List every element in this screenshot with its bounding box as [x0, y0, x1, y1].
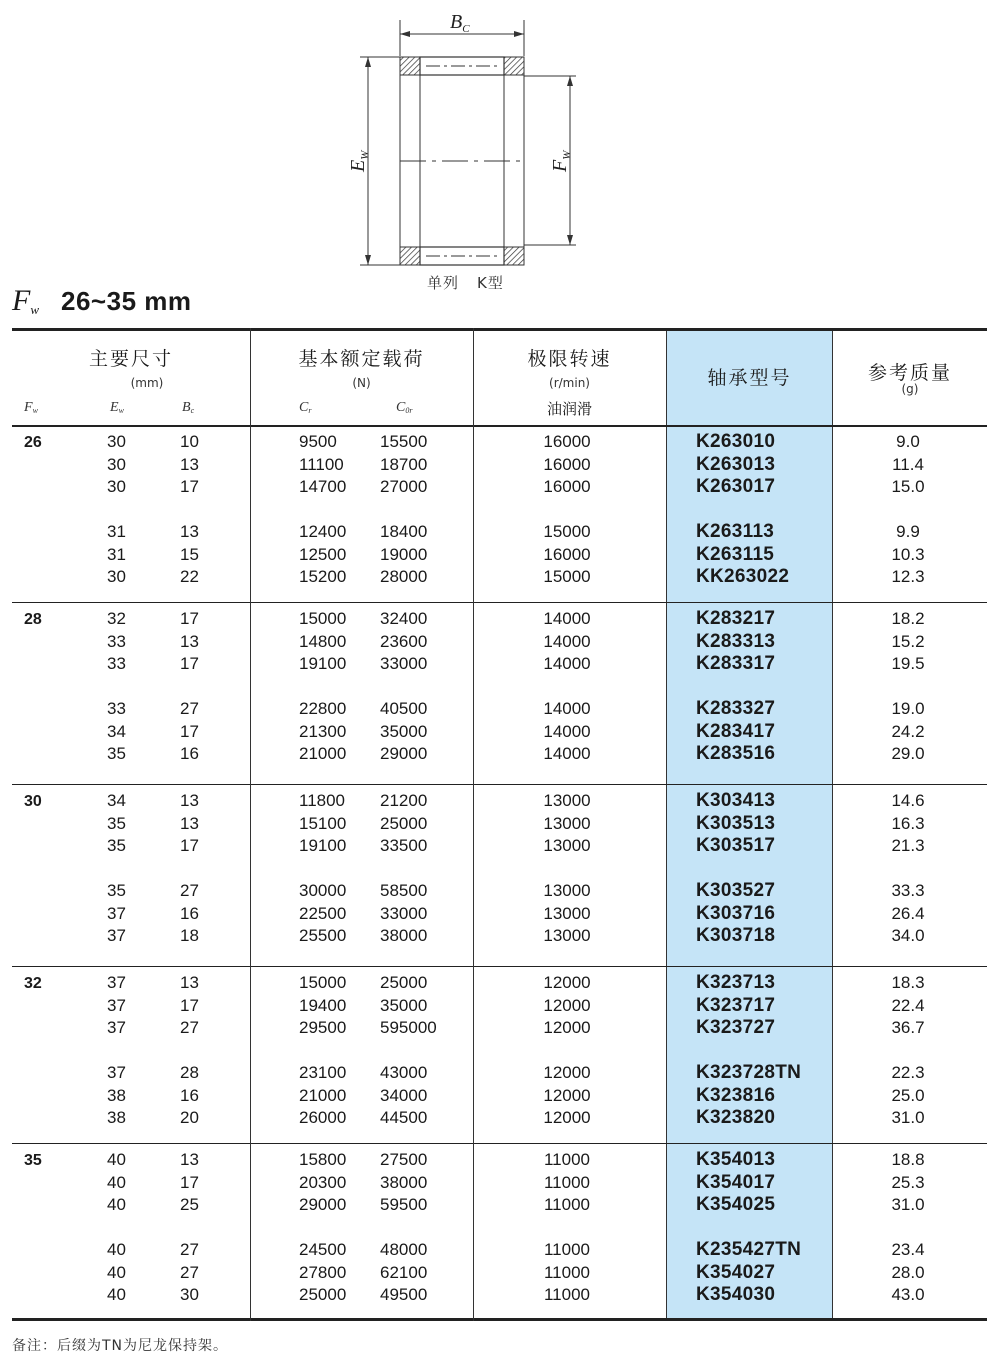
- bc-cell: 13: [180, 1150, 199, 1169]
- fw-value: 28: [24, 611, 42, 628]
- speed-cell: 13000: [543, 836, 591, 855]
- ew-cell: 30: [107, 477, 126, 496]
- header-weight: 参考质量: [867, 362, 952, 384]
- table-row: [12, 1149, 987, 1172]
- table-row: [12, 521, 987, 544]
- table-row: [12, 1107, 987, 1130]
- sym-bc: $B_c$: [182, 400, 195, 415]
- table-row: [12, 1172, 987, 1195]
- cr-cell: 25000: [299, 1285, 347, 1304]
- model-cell: K263115: [696, 543, 775, 565]
- cr-cell: 15000: [299, 973, 347, 992]
- range-symbol: $F_w$: [12, 284, 39, 317]
- bc-cell: 17: [180, 477, 199, 496]
- model-cell: K303718: [696, 925, 776, 946]
- header-bottom-rule: [12, 425, 987, 427]
- cr-cell: 27800: [299, 1262, 347, 1282]
- cr-cell: 12400: [299, 522, 347, 541]
- table-row: [12, 544, 987, 567]
- model-cell: K303513: [696, 812, 776, 834]
- bc-cell: 30: [180, 1285, 199, 1304]
- cr-cell: 29500: [299, 1018, 347, 1037]
- cr-cell: 12500: [299, 544, 347, 564]
- bc-cell: 28: [180, 1063, 199, 1082]
- c0r-cell: 48000: [380, 1240, 428, 1259]
- ew-cell: 31: [107, 544, 126, 564]
- table-row: [12, 1284, 987, 1307]
- c0r-cell: 32400: [380, 609, 428, 628]
- model-cell: K283317: [696, 653, 776, 674]
- sym-ew: $E_w$: [110, 400, 124, 415]
- ew-cell: 40: [107, 1172, 126, 1192]
- table-bottom-rule: [12, 1318, 987, 1321]
- table-row: [12, 925, 987, 948]
- model-cell: K323727: [696, 1017, 776, 1038]
- bc-cell: 27: [180, 1018, 199, 1037]
- ew-cell: 35: [107, 744, 126, 763]
- bc-cell: 27: [180, 1240, 199, 1259]
- ew-cell: 35: [107, 836, 126, 855]
- c0r-cell: 59500: [380, 1195, 428, 1214]
- cr-cell: 11100: [299, 454, 344, 474]
- cr-cell: 21300: [299, 721, 347, 741]
- speed-cell: 16000: [543, 432, 591, 451]
- c0r-cell: 49500: [380, 1285, 428, 1304]
- weight-cell: 43.0: [891, 1285, 925, 1304]
- speed-cell: 11000: [543, 1172, 590, 1192]
- c0r-cell: 33500: [380, 836, 428, 855]
- table-row: [12, 698, 987, 721]
- ew-cell: 35: [107, 881, 126, 900]
- ew-cell: 34: [107, 721, 126, 741]
- speed-cell: 12000: [543, 1108, 591, 1127]
- c0r-cell: 27500: [380, 1150, 428, 1169]
- bc-cell: 16: [180, 1085, 199, 1105]
- c0r-cell: 34000: [380, 1085, 428, 1105]
- c0r-cell: 595000: [380, 1018, 437, 1037]
- fw-value: 35: [24, 1152, 42, 1169]
- speed-cell: 11000: [543, 1285, 590, 1304]
- cr-cell: 21000: [299, 744, 347, 763]
- weight-cell: 33.3: [891, 881, 925, 900]
- table-row: [12, 631, 987, 654]
- table-row: [12, 1239, 987, 1262]
- speed-cell: 11000: [543, 1195, 590, 1214]
- c0r-cell: 29000: [380, 744, 428, 763]
- c0r-cell: 25000: [380, 973, 428, 992]
- drawing-caption: 单列 K型: [427, 274, 504, 292]
- speed-cell: 14000: [543, 609, 591, 628]
- cr-cell: 29000: [299, 1195, 347, 1214]
- model-cell: KK263022: [696, 566, 790, 587]
- speed-cell: 14000: [543, 699, 591, 718]
- model-cell: K263113: [696, 521, 775, 542]
- fw-value: 26: [24, 434, 42, 451]
- table-row: [12, 721, 987, 744]
- cr-cell: 24500: [299, 1240, 347, 1259]
- group-divider: [12, 602, 987, 603]
- ew-cell: 37: [107, 1018, 126, 1037]
- bc-cell: 27: [180, 699, 199, 718]
- table-row: [12, 431, 987, 454]
- ew-cell: 37: [107, 973, 126, 992]
- header-weight-unit: (g): [901, 382, 919, 396]
- ew-label: $E_W$: [347, 150, 371, 172]
- speed-cell: 12000: [543, 1063, 591, 1082]
- table-row: [12, 454, 987, 477]
- model-cell: K283417: [696, 720, 776, 742]
- speed-cell: 13000: [543, 903, 591, 923]
- table-row: [12, 880, 987, 903]
- model-cell: K354027: [696, 1261, 776, 1283]
- table-top-rule: [12, 328, 987, 331]
- bc-cell: 16: [180, 744, 199, 763]
- bc-cell: 22: [180, 567, 199, 586]
- sym-fw: $F_w$: [24, 400, 38, 415]
- model-cell: K354025: [696, 1194, 776, 1215]
- model-cell: K263017: [696, 476, 776, 497]
- bearing-spec-table: [12, 328, 987, 1321]
- cr-cell: 15800: [299, 1150, 347, 1169]
- model-cell: K323728TN: [696, 1062, 802, 1083]
- weight-cell: 14.6: [891, 791, 925, 810]
- bc-cell: 15: [180, 544, 199, 564]
- bc-cell: 17: [180, 995, 199, 1015]
- table-row: [12, 653, 987, 676]
- cr-cell: 19100: [299, 836, 347, 855]
- cr-cell: 22800: [299, 699, 347, 718]
- table-row: [12, 903, 987, 926]
- table-row: [12, 1262, 987, 1285]
- c0r-cell: 28000: [380, 567, 428, 586]
- c0r-cell: 40500: [380, 699, 428, 718]
- ew-cell: 40: [107, 1262, 126, 1282]
- cr-cell: 21000: [299, 1085, 347, 1105]
- ew-cell: 37: [107, 903, 126, 923]
- fw-value: 32: [24, 975, 42, 992]
- fw-value: 30: [24, 793, 42, 810]
- weight-cell: 15.2: [891, 631, 925, 651]
- model-cell: K283217: [696, 608, 776, 629]
- ew-cell: 37: [107, 1063, 126, 1082]
- table-row: [12, 1017, 987, 1040]
- bc-cell: 16: [180, 903, 199, 923]
- ew-cell: 37: [107, 926, 126, 945]
- speed-cell: 14000: [543, 631, 591, 651]
- bc-cell: 13: [180, 973, 199, 992]
- c0r-cell: 19000: [380, 544, 428, 564]
- bc-cell: 17: [180, 654, 199, 673]
- ew-cell: 40: [107, 1285, 126, 1304]
- group-divider: [12, 1143, 987, 1144]
- weight-cell: 9.9: [896, 522, 920, 541]
- cr-cell: 22500: [299, 903, 347, 923]
- bc-cell: 13: [180, 791, 199, 810]
- table-row: [12, 1062, 987, 1085]
- weight-cell: 34.0: [891, 926, 925, 945]
- speed-cell: 16000: [543, 454, 591, 474]
- fw-label: $F_W$: [549, 150, 573, 172]
- table-row: [12, 608, 987, 631]
- cr-cell: 23100: [299, 1063, 347, 1082]
- weight-cell: 16.3: [891, 813, 925, 833]
- header-speed-unit: (r/min): [549, 376, 590, 390]
- speed-cell: 13000: [543, 926, 591, 945]
- ew-cell: 31: [107, 522, 126, 541]
- weight-cell: 28.0: [891, 1262, 925, 1282]
- cr-cell: 25500: [299, 926, 347, 945]
- cr-cell: 19100: [299, 654, 347, 673]
- speed-cell: 14000: [543, 744, 591, 763]
- bc-cell: 13: [180, 813, 199, 833]
- weight-cell: 18.3: [891, 973, 925, 992]
- c0r-cell: 35000: [380, 995, 428, 1015]
- model-cell: K323713: [696, 972, 776, 993]
- c0r-cell: 62100: [380, 1262, 428, 1282]
- speed-cell: 11000: [543, 1240, 590, 1259]
- bc-cell: 17: [180, 609, 199, 628]
- c0r-cell: 38000: [380, 1172, 428, 1192]
- weight-cell: 24.2: [891, 721, 925, 741]
- bc-cell: 17: [180, 836, 199, 855]
- bc-cell: 10: [180, 432, 199, 451]
- cr-cell: 15200: [299, 567, 347, 586]
- ew-cell: 37: [107, 995, 126, 1015]
- weight-cell: 19.0: [891, 699, 925, 718]
- weight-cell: 25.0: [891, 1085, 925, 1105]
- c0r-cell: 33000: [380, 903, 428, 923]
- model-cell: K283313: [696, 630, 776, 652]
- weight-cell: 25.3: [891, 1172, 925, 1192]
- speed-cell: 15000: [543, 522, 591, 541]
- model-cell: K283327: [696, 698, 776, 719]
- cr-cell: 11800: [299, 791, 346, 810]
- model-cell: K323820: [696, 1107, 776, 1128]
- model-cell: K323816: [696, 1084, 776, 1106]
- range-title: [12, 284, 191, 318]
- speed-cell: 16000: [543, 544, 591, 564]
- bc-cell: 20: [180, 1108, 199, 1127]
- cr-cell: 15000: [299, 609, 347, 628]
- c0r-cell: 18700: [380, 454, 428, 474]
- c0r-cell: 35000: [380, 721, 428, 741]
- table-row: [12, 566, 987, 589]
- model-cell: K283516: [696, 743, 776, 764]
- ew-cell: 32: [107, 609, 126, 628]
- speed-cell: 15000: [543, 567, 591, 586]
- weight-cell: 36.7: [891, 1018, 925, 1037]
- model-cell: K263010: [696, 431, 776, 452]
- bc-cell: 25: [180, 1195, 199, 1214]
- ew-cell: 40: [107, 1195, 126, 1214]
- c0r-cell: 18400: [380, 522, 428, 541]
- speed-cell: 13000: [543, 881, 591, 900]
- c0r-cell: 25000: [380, 813, 428, 833]
- weight-cell: 22.4: [891, 995, 925, 1015]
- ew-cell: 35: [107, 813, 126, 833]
- c0r-cell: 33000: [380, 654, 428, 673]
- ew-cell: 38: [107, 1085, 126, 1105]
- c0r-cell: 44500: [380, 1108, 428, 1127]
- weight-cell: 10.3: [891, 544, 925, 564]
- cr-cell: 9500: [299, 432, 337, 451]
- model-cell: K354017: [696, 1171, 776, 1193]
- weight-cell: 29.0: [891, 744, 925, 763]
- c0r-cell: 43000: [380, 1063, 428, 1082]
- weight-cell: 15.0: [891, 477, 925, 496]
- c0r-cell: 58500: [380, 881, 428, 900]
- sym-cr: $C_r$: [299, 400, 312, 415]
- speed-cell: 13000: [543, 813, 591, 833]
- table-row: [12, 813, 987, 836]
- c0r-cell: 38000: [380, 926, 428, 945]
- speed-cell: 14000: [543, 721, 591, 741]
- speed-cell: 12000: [543, 1085, 591, 1105]
- footnote: 备注：后缀为TN为尼龙保持架。: [12, 1338, 229, 1354]
- weight-cell: 26.4: [891, 903, 925, 923]
- table-row: [12, 995, 987, 1018]
- table-row: [12, 476, 987, 499]
- model-cell: K323717: [696, 994, 776, 1016]
- table-row: [12, 1194, 987, 1217]
- c0r-cell: 21200: [380, 791, 428, 810]
- speed-cell: 12000: [543, 995, 591, 1015]
- bc-cell: 13: [180, 631, 199, 651]
- bc-cell: 13: [180, 522, 199, 541]
- cr-cell: 19400: [299, 995, 347, 1015]
- model-cell: K263013: [696, 453, 776, 475]
- model-cell: K303716: [696, 902, 776, 924]
- ew-cell: 30: [107, 454, 126, 474]
- ew-cell: 30: [107, 567, 126, 586]
- header-speed-sub: 油润滑: [546, 400, 592, 418]
- weight-cell: 19.5: [891, 654, 925, 673]
- speed-cell: 13000: [543, 791, 591, 810]
- speed-cell: 16000: [543, 477, 591, 496]
- bc-cell: 13: [180, 454, 199, 474]
- model-cell: K354030: [696, 1284, 776, 1305]
- cr-cell: 14700: [299, 477, 347, 496]
- model-cell: K303517: [696, 835, 776, 856]
- group-divider: [12, 784, 987, 785]
- ew-cell: 30: [107, 432, 126, 451]
- model-cell: K354013: [696, 1149, 776, 1170]
- bc-cell: 18: [180, 926, 199, 945]
- table-row: [12, 972, 987, 995]
- c0r-cell: 15500: [380, 432, 428, 451]
- ew-cell: 33: [107, 654, 126, 673]
- c0r-cell: 23600: [380, 631, 428, 651]
- ew-cell: 33: [107, 699, 126, 718]
- header-main-dims-unit: (mm): [130, 376, 164, 390]
- weight-cell: 21.3: [891, 836, 925, 855]
- table-row: [12, 790, 987, 813]
- cr-cell: 15100: [299, 813, 347, 833]
- model-cell: K235427TN: [696, 1239, 802, 1260]
- range-value: 26~35 mm: [61, 286, 192, 316]
- model-cell: K303413: [696, 790, 776, 811]
- group-divider: [12, 966, 987, 967]
- weight-cell: 12.3: [891, 567, 925, 586]
- weight-cell: 11.4: [892, 454, 924, 474]
- header-model: 轴承型号: [707, 367, 792, 389]
- speed-cell: 11000: [543, 1262, 590, 1282]
- table-row: [12, 743, 987, 766]
- c0r-cell: 27000: [380, 477, 428, 496]
- speed-cell: 14000: [543, 654, 591, 673]
- table-row: [12, 1085, 987, 1108]
- sym-c0r: $C_{0r}$: [396, 400, 413, 415]
- cr-cell: 26000: [299, 1108, 347, 1127]
- bc-cell: 17: [180, 1172, 199, 1192]
- header-load-unit: (N): [352, 376, 371, 390]
- ew-cell: 38: [107, 1108, 126, 1127]
- bearing-cross-section-drawing: [330, 0, 610, 300]
- speed-cell: 12000: [543, 973, 591, 992]
- header-speed: 极限转速: [527, 348, 612, 370]
- weight-cell: 23.4: [891, 1240, 925, 1259]
- ew-cell: 34: [107, 791, 126, 810]
- speed-cell: 12000: [543, 1018, 591, 1037]
- ew-cell: 33: [107, 631, 126, 651]
- weight-cell: 18.8: [891, 1150, 925, 1169]
- bc-cell: 27: [180, 881, 199, 900]
- bc-cell: 27: [180, 1262, 199, 1282]
- header-load: 基本额定载荷: [298, 348, 425, 370]
- weight-cell: 31.0: [891, 1108, 925, 1127]
- weight-cell: 18.2: [891, 609, 925, 628]
- cr-cell: 20300: [299, 1172, 347, 1192]
- cr-cell: 30000: [299, 881, 347, 900]
- weight-cell: 31.0: [891, 1195, 925, 1214]
- header-main-dims: 主要尺寸: [88, 348, 173, 370]
- model-cell: K303527: [696, 880, 776, 901]
- ew-cell: 40: [107, 1150, 126, 1169]
- table-row: [12, 835, 987, 858]
- cr-cell: 14800: [299, 631, 347, 651]
- bc-label: $B_C$: [450, 11, 470, 35]
- bc-cell: 17: [180, 721, 199, 741]
- speed-cell: 11000: [543, 1150, 590, 1169]
- weight-cell: 22.3: [891, 1063, 925, 1082]
- ew-cell: 40: [107, 1240, 126, 1259]
- weight-cell: 9.0: [896, 432, 920, 451]
